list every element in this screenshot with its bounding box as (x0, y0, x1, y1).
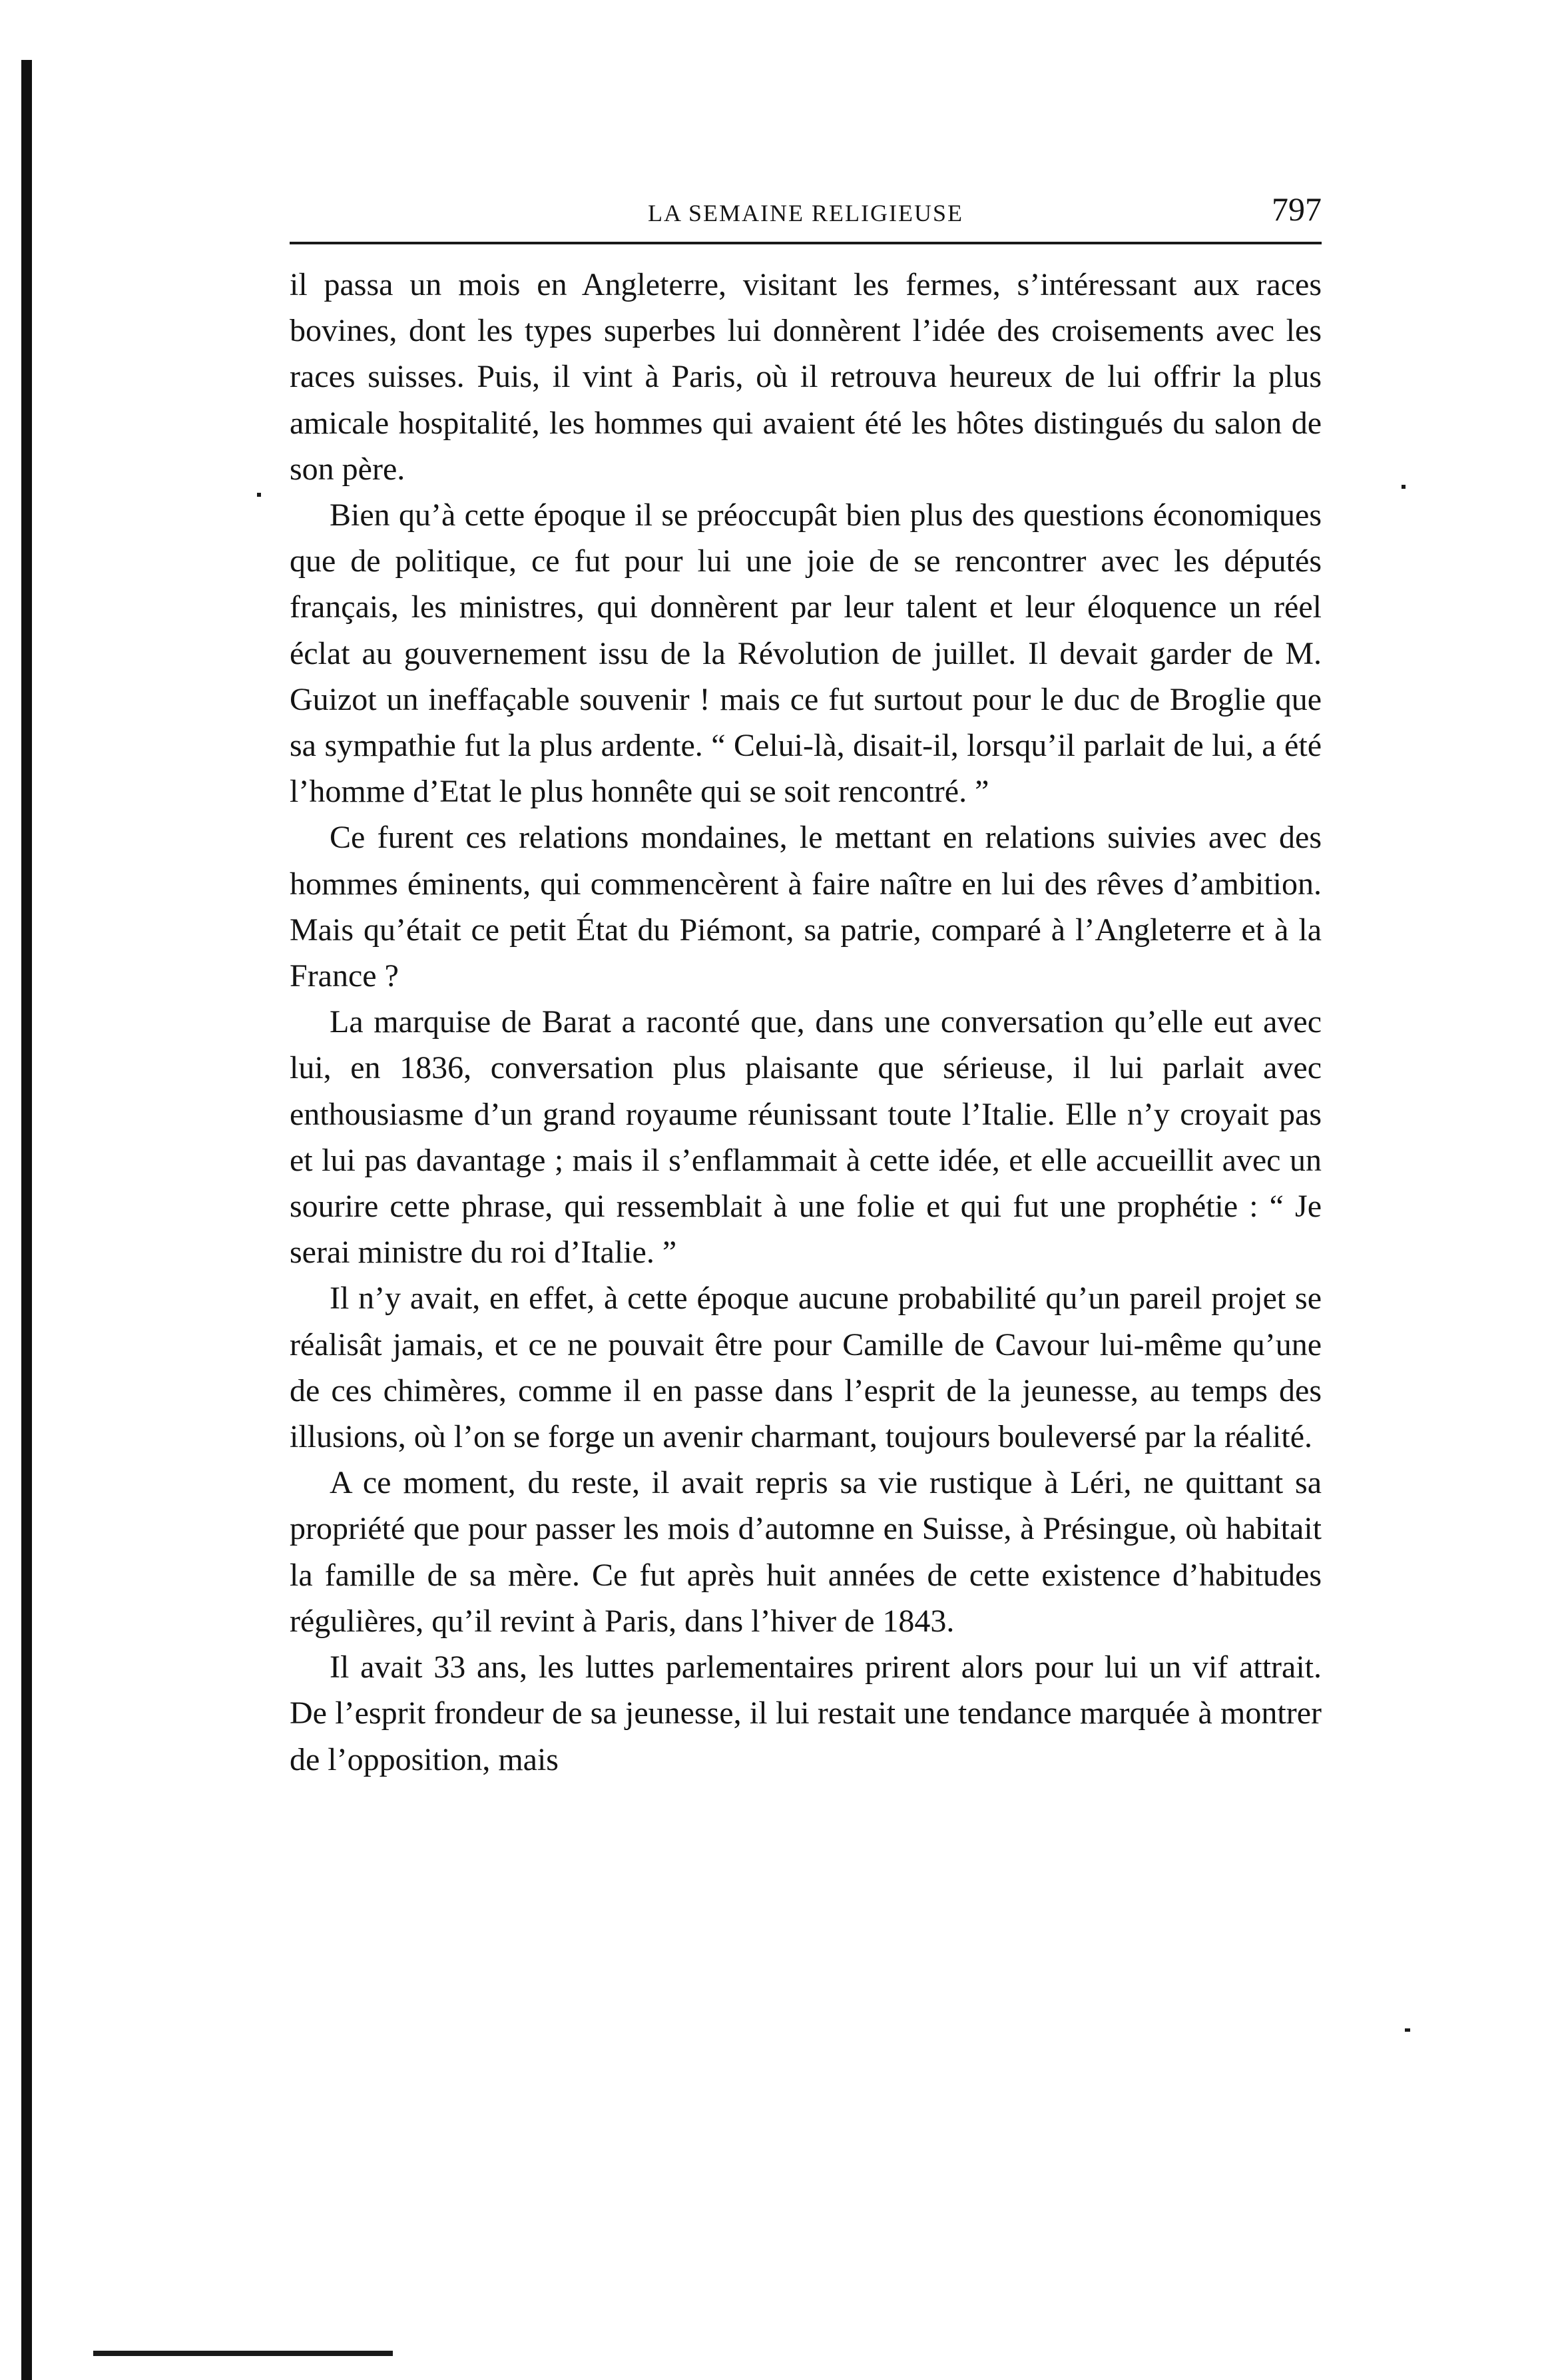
scan-speck (257, 493, 261, 497)
scan-bottom-rule (93, 2351, 393, 2356)
paragraph: A ce moment, du reste, il avait repris sa vie rustique à Léri, ne quittant sa propriété que pour passer les mois d’automne en Suisse, à Présingue, où habitait la famille de sa mère. Ce fut après huit années de cette existence d’habitudes régulières, qu’il revint à Paris, dans l’hiver de 1843. (290, 1465, 1322, 1639)
header-rule (290, 242, 1322, 244)
paragraph: Ce furent ces relations mondaines, le mettant en relations suivies avec des hommes éminents, qui commencèrent à faire naître en lui des rêves d’ambition. Mais qu’était ce petit État du Piémont, sa patrie, comparé à l’Angleterre et à la France ? (290, 820, 1322, 994)
page-number: 797 (1272, 190, 1322, 228)
paragraph: La marquise de Barat a raconté que, dans une conversation qu’elle eut avec lui, en 1836, conversation plus plaisante que sérieuse, il lui parlait avec enthousiasme d’un grand royaume réunissant toute l’Italie. Elle n’y croyait pas et lui pas davantage ; mais il s’enflammait à cette idée, et elle accueillit avec un sourire cette phrase, qui ressemblait à une folie et qui fut une prophétie : “ Je serai ministre du roi d’Italie. ” (290, 1004, 1322, 1271)
book-page (290, 190, 1322, 1783)
scan-speck (1402, 485, 1406, 489)
paragraph: Bien qu’à cette époque il se préoccupât bien plus des questions économiques que de politique, ce fut pour lui une joie de se rencontrer avec les députés français, les ministres, qui donnèrent par leur talent et leur éloquence un réel éclat au gouvernement issu de la Révolution de juillet. Il devait garder de M. Guizot un ineffaçable souvenir ! mais ce fut surtout pour le duc de Broglie que sa sympathie fut la plus ardente. “ Celui-là, disait-il, lorsqu’il parlait de lui, a été l’homme d’Etat le plus honnête qui se soit rencontré. ” (290, 497, 1322, 810)
paragraph: Il n’y avait, en effet, à cette époque aucune probabilité qu’un pareil projet se réalisât jamais, et ce ne pouvait être pour Camille de Cavour lui-même qu’une de ces chimères, comme il en passe dans l’esprit de la jeunesse, au temps des illusions, où l’on se forge un avenir charmant, toujours bouleversé par la réalité. (290, 1281, 1322, 1455)
running-title: LA SEMAINE RELIGIEUSE (648, 200, 963, 226)
text-block (290, 262, 1322, 1783)
running-head (290, 190, 1322, 236)
paragraph-continued: il passa un mois en Angleterre, visitant les fermes, s’intéressant aux races bovines, dont les types superbes lui donnèrent l’idée des croisements avec les races suisses. Puis, il vint à Paris, où il retrouva heureux de lui offrir la plus amicale hospitalité, les hommes qui avaient été les hôtes distingués du salon de son père. (290, 267, 1322, 487)
scan-speck (1405, 2028, 1410, 2032)
binding-edge-rule (21, 60, 32, 2380)
paragraph: Il avait 33 ans, les luttes parlementaires prirent alors pour lui un vif attrait. De l’esprit frondeur de sa jeunesse, il lui restait une tendance marquée à montrer de l’opposition, mais (290, 1649, 1322, 1777)
